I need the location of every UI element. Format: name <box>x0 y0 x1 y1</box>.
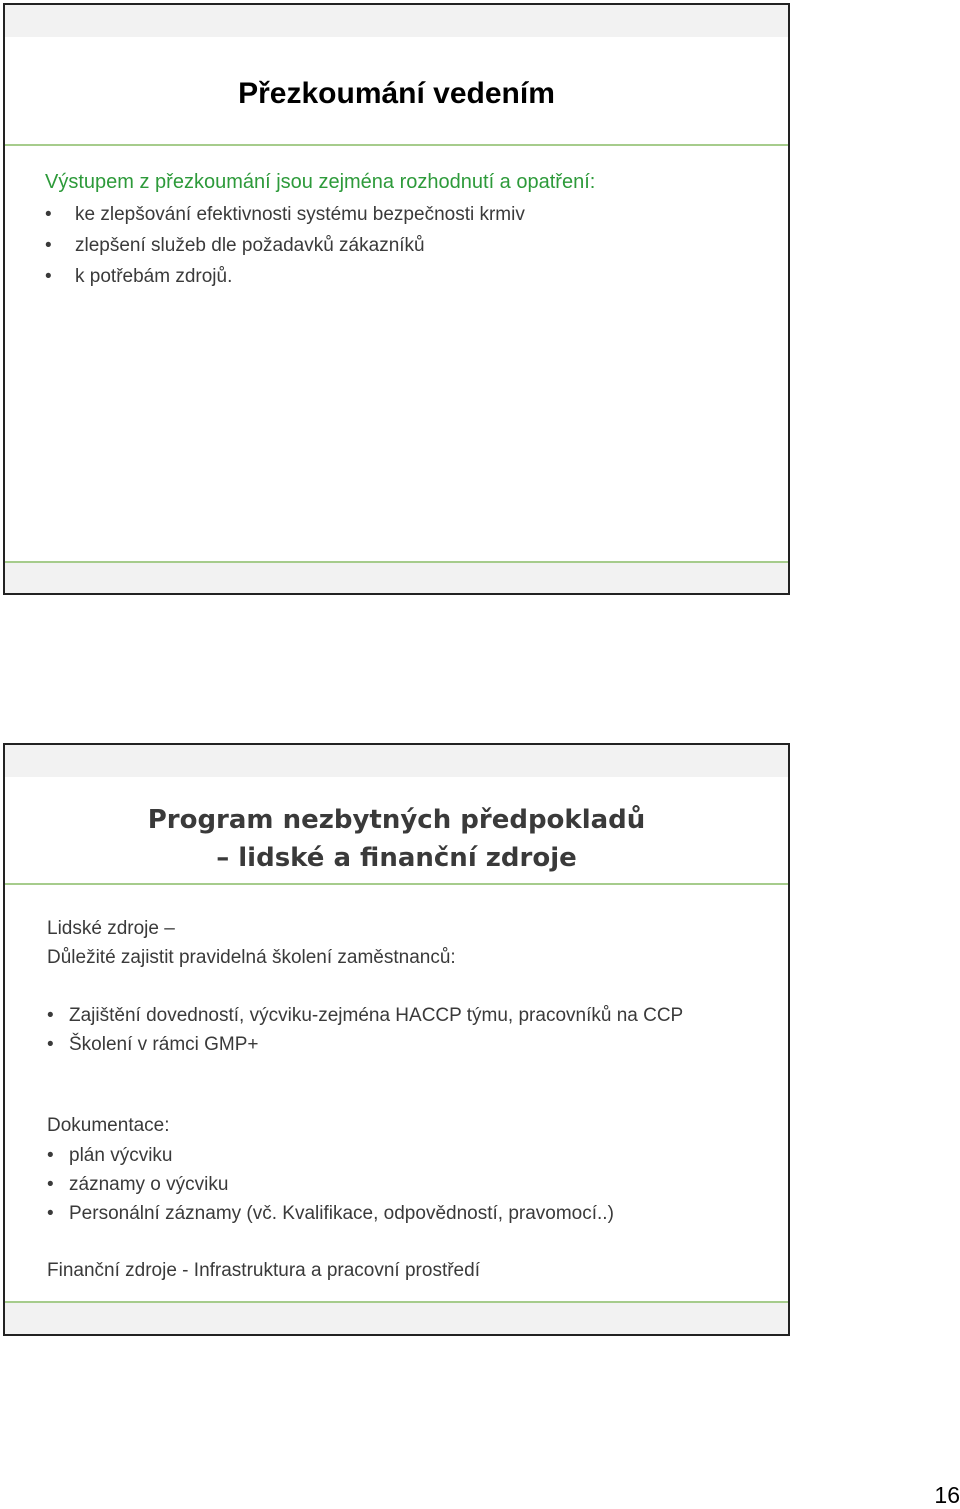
slide-title <box>5 801 788 877</box>
bottom-band <box>5 563 788 593</box>
bottom-band <box>5 1303 788 1334</box>
slide-title: Přezkoumání vedením <box>238 77 555 110</box>
list-item: • plán výcviku <box>47 1145 173 1166</box>
bullet-list <box>45 203 525 296</box>
title-line-1: Program nezbytných předpokladů <box>147 805 646 835</box>
top-band <box>5 745 788 777</box>
list-item: • ke zlepšování efektivnosti systému bezpečnosti krmiv <box>45 204 525 225</box>
bullet-icon: • <box>47 1174 54 1195</box>
list-item: • k potřebám zdrojů. <box>45 266 233 287</box>
page-number: 16 <box>934 1482 960 1508</box>
list-item: • záznamy o výcviku <box>47 1174 229 1195</box>
bullet-icon: • <box>47 1005 54 1026</box>
list-item: • Školení v rámci GMP+ <box>47 1034 259 1055</box>
bullet-icon: • <box>45 266 52 287</box>
docs-heading: Dokumentace: <box>47 1115 170 1136</box>
docs-list <box>47 1144 614 1231</box>
finance-line: Finanční zdroje - Infrastruktura a pracovní prostředí <box>47 1260 480 1281</box>
hr-intro: Důležité zajistit pravidelná školení zaměstnanců: <box>47 947 456 968</box>
title-rule <box>5 883 788 885</box>
list-item: • Zajištění dovedností, výcviku-zejména HACCP týmu, pracovníků na CCP <box>47 1005 684 1026</box>
bullet-icon: • <box>47 1203 54 1224</box>
lead-text: Výstupem z přezkoumání jsou zejména rozhodnutí a opatření: <box>45 171 596 193</box>
title-rule <box>5 144 788 146</box>
bullet-icon: • <box>45 204 52 225</box>
training-list <box>47 1004 737 1057</box>
top-band <box>5 5 788 37</box>
bullet-icon: • <box>47 1145 54 1166</box>
bullet-icon: • <box>47 1034 54 1055</box>
list-item: • zlepšení služeb dle požadavků zákazníků <box>45 235 425 256</box>
bullet-icon: • <box>45 235 52 256</box>
hr-heading: Lidské zdroje – <box>47 918 175 939</box>
slide-prerequisite-program <box>3 743 790 1336</box>
list-item: • Personální záznamy (vč. Kvalifikace, odpovědností, pravomocí..) <box>47 1203 614 1224</box>
title-line-2: – lidské a finanční zdroje <box>216 843 577 873</box>
slide-review-management <box>3 3 790 595</box>
